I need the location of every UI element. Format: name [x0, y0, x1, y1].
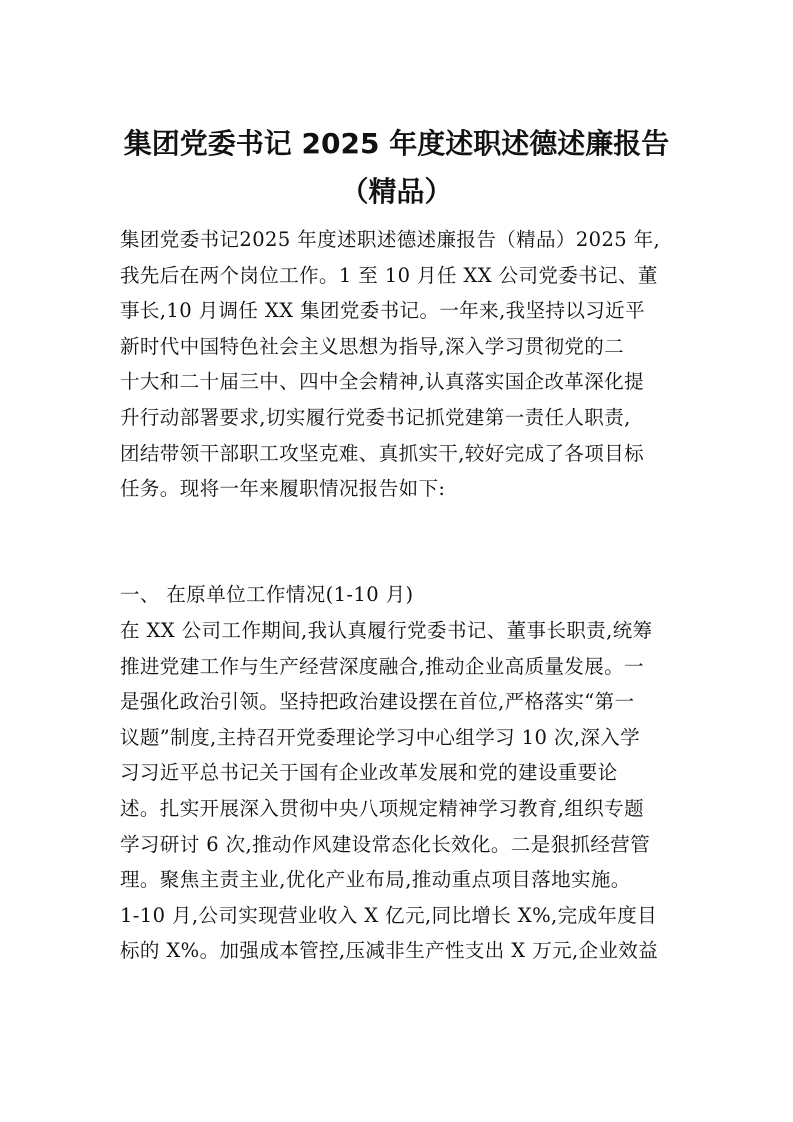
intro-paragraph: [120, 222, 680, 507]
text-line: 新时代中国特色社会主义思想为指导,深入学习贯彻党的二: [120, 334, 625, 358]
text-line: 升行动部署要求,切实履行党委书记抓党建第一责任人职责,: [120, 405, 631, 429]
text-line: 事长,10 月调任 XX 集团党委书记。一年来,我坚持以习近平: [120, 299, 645, 323]
text-line: 述。扎实开展深入贯彻中央八项规定精神学习教育,组织专题: [120, 796, 644, 820]
text-line: 十大和二十届三中、四中全会精神,认真落实国企改革深化提: [120, 370, 644, 394]
text-line: 标的 X%。加强成本管控,压减非生产性支出 X 万元,企业效益: [120, 939, 659, 963]
text-line: 理。聚焦主责主业,优化产业布局,推动重点项目落地实施。: [120, 868, 631, 892]
text-line: 任务。现将一年来履职情况报告如下:: [120, 477, 446, 501]
text-line: 团结带领干部职工攻坚克难、真抓实干,较好完成了各项目标: [120, 441, 644, 465]
body-paragraph: [120, 613, 680, 969]
text-line: 推进党建工作与生产经营深度融合,推动企业高质量发展。一: [120, 654, 644, 678]
text-line: 议题”制度,主持召开党委理论学习中心组学习 10 次,深入学: [120, 725, 641, 749]
text-line: 我先后在两个岗位工作。1 至 10 月任 XX 公司党委书记、董: [120, 263, 658, 287]
text-line: 集团党委书记2025 年度述职述德述廉报告（精品）2025 年,: [120, 228, 661, 251]
document-title: 集团党委书记 2025 年度述职述德述廉报告: [123, 127, 670, 160]
document-title-suffix: （精品）: [340, 175, 453, 208]
text-line: 是强化政治引领。坚持把政治建设摆在首位,严格落实“第一: [120, 690, 635, 714]
section-heading-text: 一、 在原单位工作情况(1-10 月): [120, 583, 414, 606]
text-line: 学习研讨 6 次,推动作风建设常态化长效化。二是狠抓经营管: [120, 832, 651, 856]
text-line: 在 XX 公司工作期间,我认真履行党委书记、董事长职责,统筹: [120, 619, 653, 642]
text-line: 1-10 月,公司实现营业收入 X 亿元,同比增长 X%,完成年度目: [120, 903, 658, 927]
text-line: 习习近平总书记关于国有企业改革发展和党的建设重要论: [120, 761, 618, 785]
section-heading: [120, 577, 680, 613]
